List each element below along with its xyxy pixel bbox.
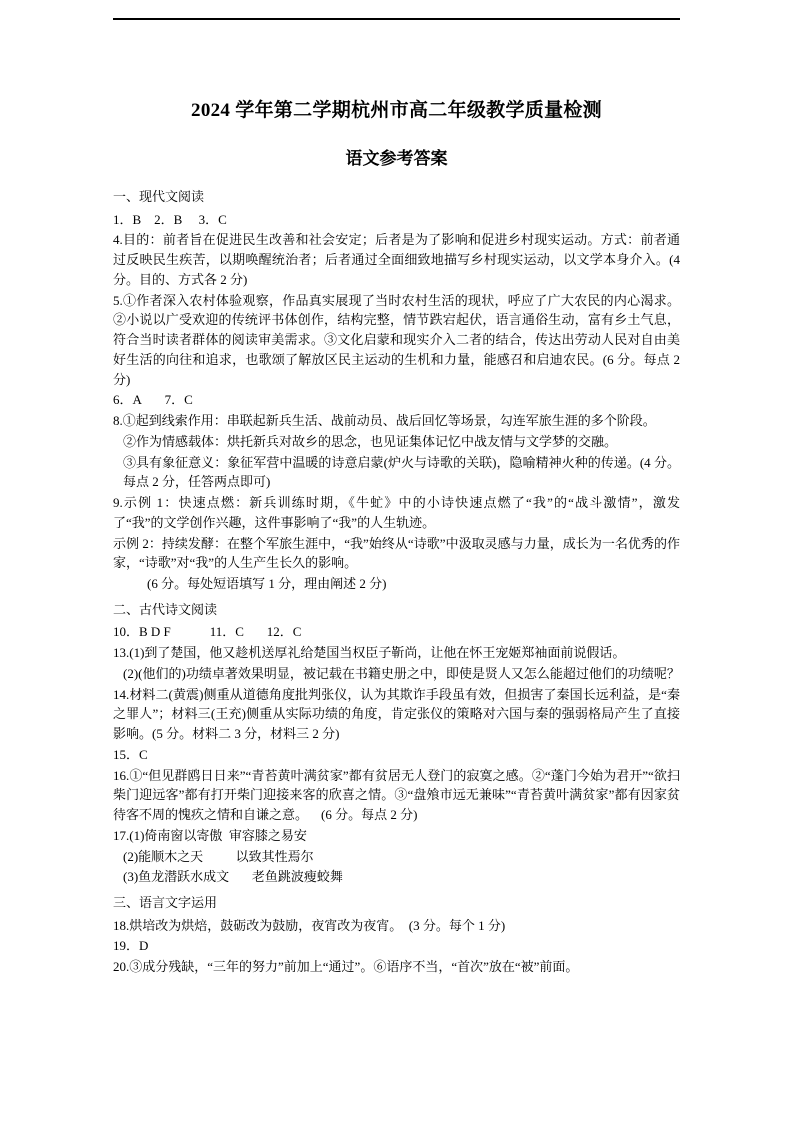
answer-line: (6 分。每处短语填写 1 分，理由阐述 2 分) — [147, 576, 387, 591]
answer-line: 5.①作者深入农村体验观察，作品真实展现了当时农村生活的现状，呼应了广大农民的内心渴求。②小说以广受欢迎的传统评书体创作，结构完整，情节跌宕起伏，语言通俗生动，富有乡土气息，符合当时读者群体的阅读审美需求。③文化启蒙和现实介入二者的结合，传达出劳动人民对自由美好生活的向往和追求，也歌颂了解放区民主运动的生机和力量，能感召和启迪农民。(6 分。每点 2 分) — [113, 292, 680, 387]
answer-line: ③具有象征意义：象征军营中温暖的诗意启蒙(炉火与诗歌的关联)，隐喻精神火种的传递。(4 分。每点 2 分，任答两点即可) — [123, 454, 680, 490]
answer-line: (2)(他们的)功绩卓著效果明显，被记载在书籍史册之中，即使是贤人又怎么能超过他们的功绩呢？ — [123, 665, 680, 681]
answer-line: 13.(1)到了楚国，他又趁机送厚礼给楚国当权臣子靳尚，让他在怀王宠姬郑袖面前说假话。 — [113, 645, 626, 660]
header-rule — [113, 18, 680, 20]
answer-line: ②作为情感载体：烘托新兵对故乡的思念，也见证集体记忆中战友情与文学梦的交融。 — [123, 433, 618, 449]
answer-line: 16.①“但见群鸥日日来”“青苔黄叶满贫家”都有贫居无人登门的寂寞之感。②“蓬门今始为君开”“欲扫柴门迎远客”都有打开柴门迎接来客的欣喜之情。③“盘飧市远无兼味”“青苔黄叶满贫家”都有因家贫待客不周的愧疚之情和自谦之意。 (6 分。每点 2 分) — [113, 767, 680, 822]
answer-line: 14.材料二(黄震)侧重从道德角度批判张仪，认为其欺诈手段虽有效，但损害了秦国长远利益，是“秦之罪人”；材料三(王充)侧重从实际功绩的角度，肯定张仪的策略对六国与秦的强弱格局产生了直接影响。(5 分。材料二 3 分，材料三 2 分) — [113, 686, 680, 741]
answer-line: 示例 2：持续发酵：在整个军旅生涯中，“我”始终从“诗歌”中汲取灵感与力量，成长为一名优秀的作家，“诗歌”对“我”的人生产生长久的影响。 — [113, 535, 680, 571]
answer-line: 1．B 2．B 3．C — [113, 211, 227, 227]
answer-line: 17.(1)倚南窗以寄傲 审容膝之易安 — [113, 827, 307, 843]
answer-line: 4.目的：前者旨在促进民生改善和社会安定；后者是为了影响和促进乡村现实运动。方式：前者通过反映民生疾苦，以期唤醒统治者；后者通过全面细致地描写乡村现实运动，以文学本身介入。(4 分。目的、方式各 2 分) — [113, 232, 680, 287]
answer-line: 8.①起到线索作用：串联起新兵生活、战前动员、战后回忆等场景，勾连军旅生涯的多个阶段。 — [113, 413, 656, 428]
section-heading-1: 一、现代文阅读 — [113, 189, 205, 204]
answer-line: 20.③成分残缺，“三年的努力”前加上“通过”。⑥语序不当，“首次”放在“被”前面。 — [113, 959, 579, 974]
answer-line: 19．D — [113, 938, 149, 954]
answer-line: 15．C — [113, 746, 148, 762]
answer-line: 9.示例 1：快速点燃：新兵训练时期，《牛虻》中的小诗快速点燃了“我”的“战斗激情”，激发了“我”的文学创作兴趣，这件事影响了“我”的人生轨迹。 — [113, 495, 680, 530]
section-heading-3: 三、语言文字运用 — [113, 895, 218, 910]
answer-line: 18.烘培改为烘焙，鼓砺改为鼓励，夜宵改为夜宵。 (3 分。每个 1 分) — [113, 917, 506, 933]
document-body — [113, 95, 680, 978]
answer-line: 10．B D F 11．C 12．C — [113, 624, 302, 640]
page-title: 2024 学年第二学期杭州市高二年级教学质量检测 — [191, 100, 602, 121]
answer-line: (3)鱼龙潜跃水成文 老鱼跳波瘦蛟舞 — [123, 869, 343, 885]
page-subtitle: 语文参考答案 — [345, 149, 448, 168]
section-heading-2: 二、古代诗文阅读 — [113, 601, 218, 617]
answer-line: 6．A 7．C — [113, 392, 193, 408]
answer-line: (2)能顺木之天 以致其性焉尔 — [123, 848, 314, 864]
